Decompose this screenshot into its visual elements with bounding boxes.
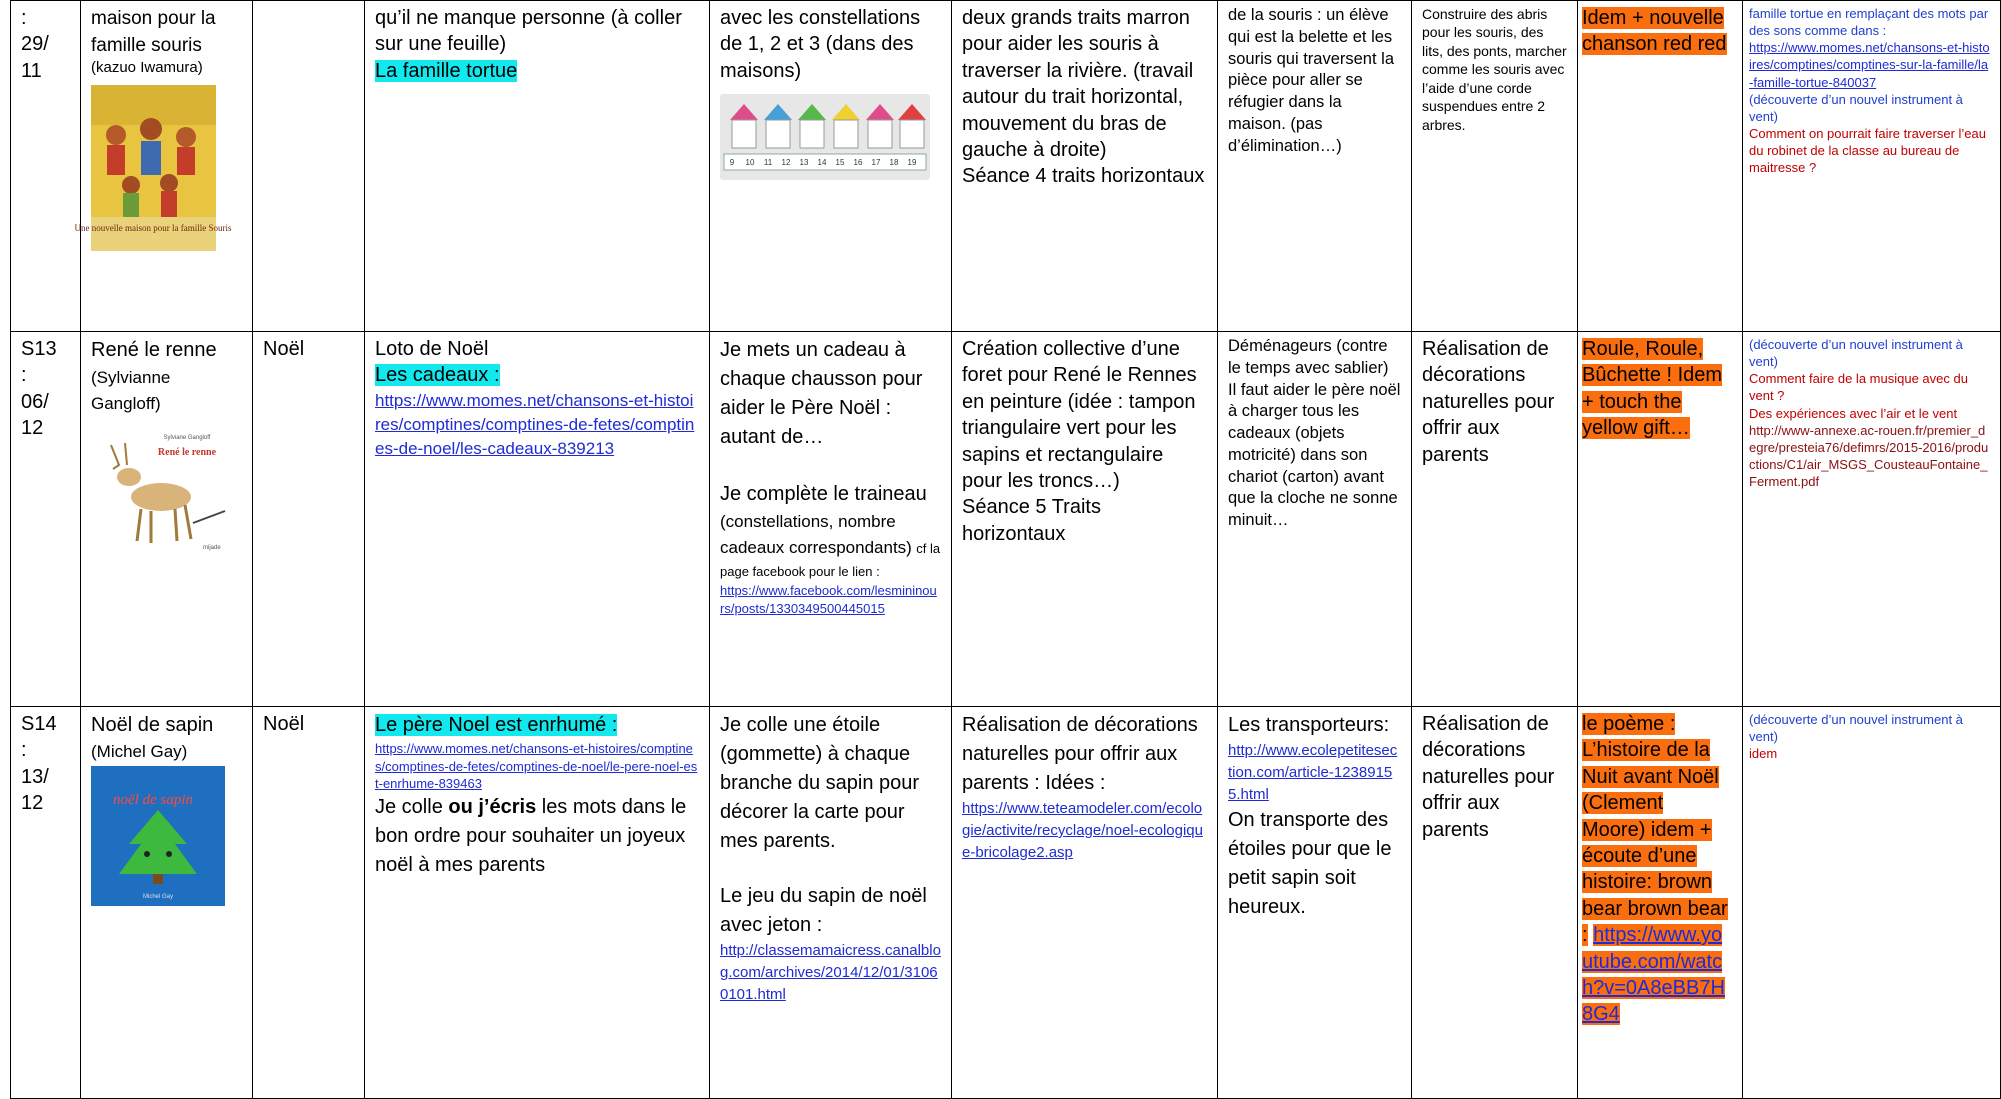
exploration-cell: Réalisation de décorations naturelles pour offrir aux parents [1412, 332, 1578, 707]
houses-number-strip-image [720, 94, 930, 180]
strip-number: 11 [763, 158, 773, 168]
strip-number: 15 [835, 158, 845, 168]
book-cover-souris [74, 85, 232, 251]
svg-text:Une nouvelle maison pour la fa: Une nouvelle maison pour la famille Souris [74, 222, 232, 233]
motor-cell: de la souris : un élève qui est la belette et les souris qui traversent la pièce pour aller se réfugier dans la maison. (pas d’élimination…) [1218, 1, 1412, 332]
strip-number: 9 [729, 158, 735, 168]
link-pere-noel[interactable]: https://www.momes.net/chansons-et-histoires/comptines/comptines-de-fetes/comptines-de-noel/le-pere-noel-est-enrhume-839463 [375, 741, 698, 791]
book-cell: Noël de sapin (Michel Gay) noël de sapin Michel Gay [81, 707, 253, 1099]
strip-number: 19 [907, 158, 917, 168]
strip-number: 13 [799, 158, 809, 168]
week-cell: : 29/ 11 [11, 1, 81, 332]
book-cell: maison pour la famille souris (kazuo Iwamura) Une nouvelle maison pour la famille Souris [81, 1, 253, 332]
science-cell: famille tortue en remplaçant des mots par des sons comme dans : https://www.momes.net/chansons-et-histoires/comptines/comptines-sur-la-famille/la-famille-tortue-840037 (découverte d’un nouvel instrument à vent) Comment on pourrait faire traverser l’eau du robinet de la classe au bureau de maitresse ? [1743, 1, 2001, 332]
graphism-cell: Réalisation de décorations naturelles pour offrir aux parents : Idées : https://www.teteamodeler.com/ecologie/activite/recyclage/noel-ecologique-bricolage2.asp [952, 707, 1218, 1099]
svg-text:Sylviane Gangloff: Sylviane Gangloff [163, 435, 211, 441]
strip-number: 17 [871, 158, 881, 168]
strip-number: 12 [781, 158, 791, 168]
song-title: Le père Noel est enrhumé : [375, 714, 618, 736]
table-row [11, 1, 2001, 332]
theme-cell: Noël [253, 707, 365, 1099]
math-cell: avec les constellations de 1, 2 et 3 (dans des maisons) 9 10 11 12 13 14 15 16 17 18 19 [710, 1, 952, 332]
svg-text:mijade: mijade [203, 545, 221, 551]
week-cell: S13 : 06/ 12 [11, 332, 81, 707]
strip-number: 16 [853, 158, 863, 168]
svg-text:noël de sapin: noël de sapin [113, 792, 193, 808]
exploration-cell: Construire des abris pour les souris, des lits, des ponts, marcher comme les souris avec l’aide d’une corde suspendues entre 2 arbres. [1412, 1, 1578, 332]
music-cell: Idem + nouvelle chanson red red [1578, 1, 1743, 332]
week-cell: S14 : 13/ 12 [11, 707, 81, 1099]
strip-number: 18 [889, 158, 899, 168]
svg-text:Michel Gay: Michel Gay [142, 894, 174, 900]
link-facebook[interactable]: https://www.facebook.com/lesmininours/posts/1330349500445015 [720, 583, 937, 616]
song-title: Les cadeaux : [375, 364, 500, 387]
link-ecolepetitesection[interactable]: http://www.ecolepetitesection.com/article-12389155.html [1228, 742, 1398, 803]
link-youtube-brown-bear[interactable]: https://www.youtube.com/watch?v=0A8eBB7H8G4 [1582, 924, 1725, 1026]
music-cell: le poème : L’histoire de la Nuit avant Noël (Clement Moore) idem + écoute d’une histoire: brown bear brown bear : https://www.youtube.com/watch?v=0A8eBB7H8G4 [1578, 707, 1743, 1099]
link-teteamodeler[interactable]: https://www.teteamodeler.com/ecologie/activite/recyclage/noel-ecologique-bricolage2.asp [962, 800, 1203, 861]
theme-cell: Noël [253, 332, 365, 707]
theme-cell [253, 1, 365, 332]
science-cell: (découverte d’un nouvel instrument à vent) Comment faire de la musique avec du vent ? Des expériences avec l’air et le vent http://www-annexe.ac-rouen.fr/premier_degre/presteia76/defimrs/2015-2016/productions/C1/air_MSGS_CousteauFontaine_Ferment.pdf [1743, 332, 2001, 707]
book-cover-noel-de-sapin [91, 766, 225, 906]
motor-cell: Déménageurs (contre le temps avec sablier) Il faut aider le père noël à charger tous les cadeaux (objets motricité) dans son chariot (carton) avant que la cloche ne sonne minuit… [1218, 332, 1412, 707]
exploration-cell: Réalisation de décorations naturelles pour offrir aux parents [1412, 707, 1578, 1099]
book-cover-rene [91, 425, 231, 555]
link-famille-tortue[interactable]: https://www.momes.net/chansons-et-histoires/comptines/comptines-sur-la-famille/la-famille-tortue-840037 [1749, 40, 1990, 90]
weekly-plan-table [10, 0, 2001, 1099]
strip-number: 14 [817, 158, 827, 168]
music-cell: Roule, Roule, Bûchette ! Idem + touch the yellow gift… [1578, 332, 1743, 707]
language-cell: Loto de Noël Les cadeaux : https://www.momes.net/chansons-et-histoires/comptines/comptines-de-fetes/comptines-de-noel/les-cadeaux-839213 [365, 332, 710, 707]
link-les-cadeaux[interactable]: https://www.momes.net/chansons-et-histoires/comptines/comptines-de-fetes/comptines-de-noel/les-cadeaux-839213 [375, 390, 695, 458]
language-cell: qu’il ne manque personne (à coller sur une feuille) La famille tortue [365, 1, 710, 332]
table-row [11, 332, 2001, 707]
language-cell: Le père Noel est enrhumé : https://www.momes.net/chansons-et-histoires/comptines/comptines-de-fetes/comptines-de-noel/le-pere-noel-est-enrhume-839463 Je colle ou j’écris les mots dans le bon ordre pour souhaiter un joyeux noël à mes parents [365, 707, 710, 1099]
strip-number: 10 [745, 158, 755, 168]
science-cell: (découverte d’un nouvel instrument à vent) idem [1743, 707, 2001, 1099]
math-cell: Je mets un cadeau à chaque chausson pour aider le Père Noël : autant de… Je complète le traineau (constellations, nombre cadeaux correspondants) cf la page facebook pour le lien : https://www.facebook.com/lesmininours/posts/1330349500445015 [710, 332, 952, 707]
graphism-cell: deux grands traits marron pour aider les souris à traverser la rivière. (travail autour du trait horizontal, mouvement du bras de gauche à droite) Séance 4 traits horizontaux [952, 1, 1218, 332]
table-row [11, 707, 2001, 1099]
book-cell: René le renne (Sylvianne Gangloff) Sylviane Gangloff René le renne mijade [81, 332, 253, 707]
motor-cell: Les transporteurs: http://www.ecolepetitesection.com/article-12389155.html On transporte des étoiles pour que le petit sapin soit heureux. [1218, 707, 1412, 1099]
graphism-cell: Création collective d’une foret pour René le Rennes en peinture (idée : tampon triangulaire vert pour les sapins et rectangulaire pour les troncs…) Séance 5 Traits horizontaux [952, 332, 1218, 707]
link-jeu-sapin[interactable]: http://classemamaicress.canalblog.com/archives/2014/12/01/31060101.html [720, 942, 941, 1003]
svg-text:René le renne: René le renne [157, 447, 217, 458]
song-title: La famille tortue [375, 59, 518, 82]
math-cell: Je colle une étoile (gommette) à chaque branche du sapin pour décorer la carte pour mes parents. Le jeu du sapin de noël avec jeton : http://classemamaicress.canalblog.com/archives/2014/12/01/31060101.html [710, 707, 952, 1099]
